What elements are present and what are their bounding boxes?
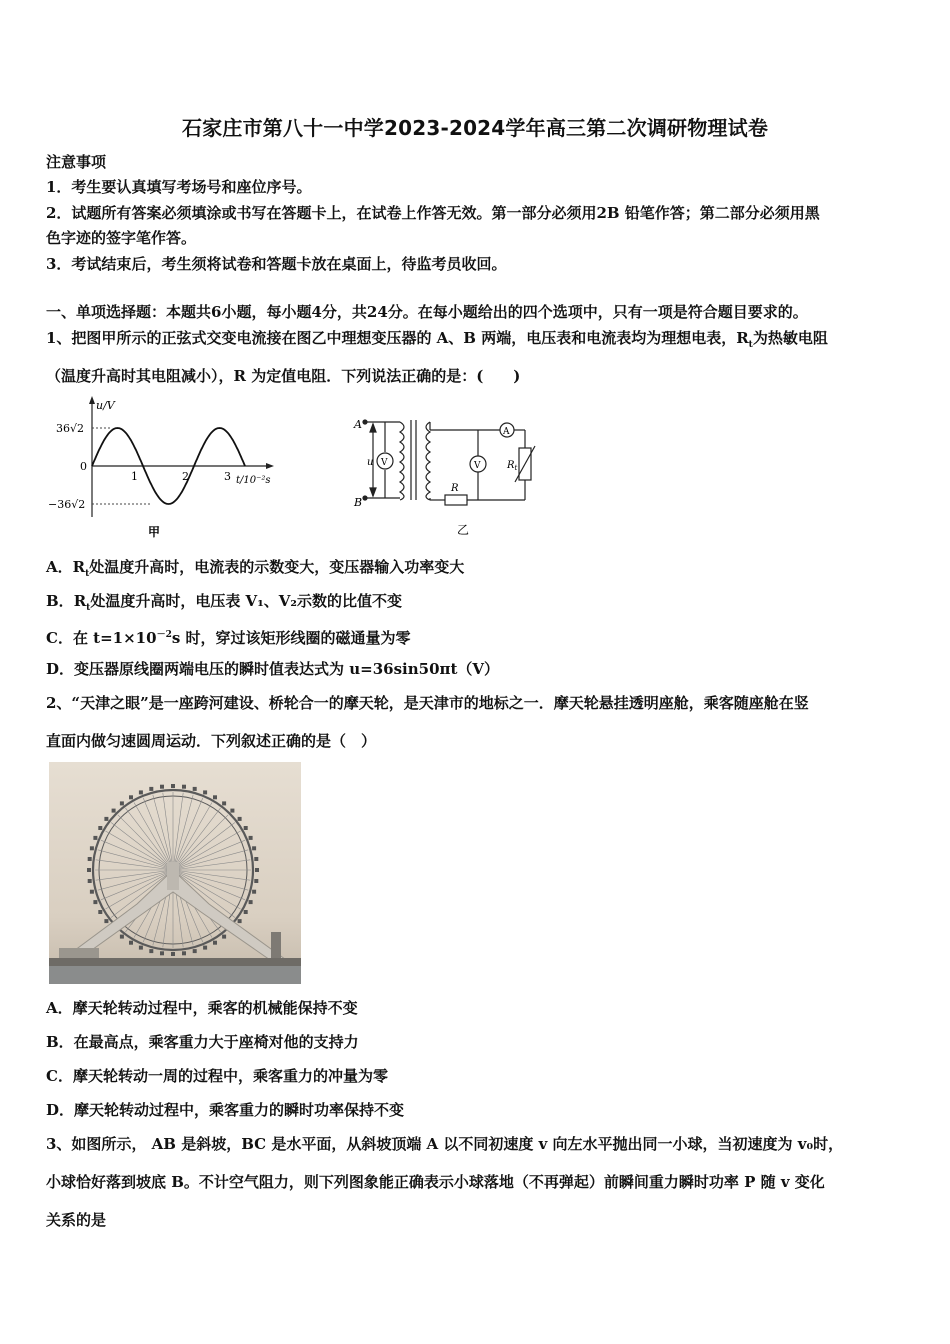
- wheel-cabin: [249, 836, 253, 840]
- wheel-cabin: [182, 951, 186, 955]
- wheel-cabin: [252, 846, 256, 850]
- wheel-cabin: [171, 952, 175, 956]
- q1-circuit-diagram: [345, 410, 545, 540]
- wheel-cabin: [213, 941, 217, 945]
- q1-option-b-text: 处温度升高时，电压表 V₁、V₂示数的比值不变: [90, 592, 402, 610]
- q1-option-a-text: 处温度升高时，电流表的示数变大，变压器输入功率变大: [89, 558, 465, 576]
- graph-y-min-label: −36√2: [48, 498, 86, 511]
- wheel-cabin: [244, 826, 248, 830]
- graph-x-tick-3: 3: [224, 470, 231, 483]
- notice-item-3: 3．考试结束后，考生须将试卷和答题卡放在桌面上，待监考员收回。: [46, 255, 507, 273]
- page-title: 石家庄市第八十一中学2023-2024学年高三第二次调研物理试卷: [181, 116, 769, 140]
- wheel-cabin: [254, 879, 258, 883]
- q1-option-a-letter: A．: [46, 558, 73, 576]
- wheel-cabin: [193, 787, 197, 791]
- q1-stem-text: 1、把图甲所示的正弦式交变电流接在图乙中理想变压器的 A、B 两端，电压表和电流表均为理想电表，R: [46, 329, 749, 347]
- circuit-voltmeter-1: V: [381, 458, 388, 468]
- wheel-cabin: [244, 910, 248, 914]
- q1-stem-sub: t: [748, 340, 753, 350]
- wheel-cabin: [149, 787, 153, 791]
- wheel-cabin: [238, 817, 242, 821]
- circuit-label-rt: [506, 460, 518, 472]
- circuit-label-r: R: [451, 483, 459, 494]
- q1-stem-line2: （温度升高时其电阻减小），R 为定值电阻．下列说法正确的是：( ): [46, 367, 521, 385]
- graph-x-tick-1: 1: [131, 470, 138, 483]
- q1-option-b-sub: t: [86, 603, 91, 613]
- wheel-cabin: [193, 949, 197, 953]
- q1-option-c-pre: 在 t=1×10: [72, 629, 157, 647]
- wheel-cabin: [120, 801, 124, 805]
- graph-x-tick-2: 2: [182, 470, 189, 483]
- q1-stem-line1: [46, 328, 828, 355]
- wheel-cabin: [90, 890, 94, 894]
- wheel-cabin: [104, 919, 108, 923]
- graph-caption: 甲: [148, 525, 161, 539]
- q2-option-a: A．摩天轮转动过程中，乘客的机械能保持不变: [46, 999, 358, 1017]
- wheel-cabin: [252, 890, 256, 894]
- q3-stem-line1: 3、如图所示， AB 是斜坡，BC 是水平面，从斜坡顶端 A 以不同初速度 v 向左水平抛出同一小球，当初速度为 v₀时，: [46, 1135, 844, 1153]
- wheel-cabin: [213, 795, 217, 799]
- wheel-cabin: [149, 949, 153, 953]
- wheel-cabin: [87, 868, 91, 872]
- q2-option-c: C．摩天轮转动一周的过程中，乘客重力的冲量为零: [46, 1067, 388, 1085]
- notice-item-2-cont: 色字迹的签字笔作答。: [46, 229, 197, 247]
- q1-option-d: [46, 659, 499, 679]
- graph-origin-label: 0: [80, 460, 87, 473]
- q1-option-b-pre: R: [73, 592, 87, 610]
- wheel-cabin: [254, 857, 258, 861]
- graph-x-label: t/10⁻²s: [236, 475, 271, 486]
- wheel-cabin: [139, 790, 143, 794]
- q1-option-c: [46, 625, 411, 648]
- wheel-cabin: [160, 785, 164, 789]
- q2-option-d: D．摩天轮转动过程中，乘客重力的瞬时功率保持不变: [46, 1101, 405, 1119]
- graph-y-max-label: 36√2: [56, 422, 85, 435]
- q1-option-a-pre: R: [72, 558, 86, 576]
- wheel-cabin: [249, 900, 253, 904]
- wheel-cabin: [129, 941, 133, 945]
- circuit-label-a: A: [354, 418, 362, 431]
- wheel-cabin: [222, 935, 226, 939]
- circuit-voltmeter-2: V: [474, 461, 481, 471]
- wheel-cabin: [139, 946, 143, 950]
- wheel-cabin: [88, 879, 92, 883]
- section-1-heading: 一、单项选择题：本题共6小题，每小题4分，共24分。在每小题给出的四个选项中，只有一项是符合题目要求的。: [46, 303, 808, 321]
- wheel-cabin: [93, 836, 97, 840]
- wheel-cabin: [238, 919, 242, 923]
- q1-option-a: [46, 557, 464, 584]
- q1-option-a-sub: t: [85, 569, 90, 579]
- wheel-cabin: [90, 846, 94, 850]
- notice-item-2: 2．试题所有答案必须填涂或书写在答题卡上，在试卷上作答无效。第一部分必须用2B 铅笔作答；第二部分必须用黑: [46, 204, 820, 222]
- q3-stem-line3: 关系的是: [46, 1211, 107, 1229]
- graph-y-arrow: [89, 396, 95, 404]
- wheel-cabin: [93, 900, 97, 904]
- wheel-cabin: [160, 951, 164, 955]
- q1-option-c-text: s 时，穿过该矩形线圈的磁通量为零: [171, 629, 411, 647]
- notice-item-1: 1．考生要认真填写考场号和座位序号。: [46, 178, 312, 196]
- q2-stem-line1: 2、“天津之眼”是一座跨河建设、桥轮合一的摩天轮，是天津市的地标之一．摩天轮悬挂透明座舱，乘客随座舱在竖: [46, 694, 809, 712]
- graph-x-arrow: [266, 463, 274, 469]
- circuit-label-rt-sub: t: [514, 464, 518, 472]
- wheel-cabin: [171, 784, 175, 788]
- wheel-cabin: [129, 795, 133, 799]
- wheel-cabin: [98, 910, 102, 914]
- q2-option-b: B．在最高点，乘客重力大于座椅对他的支持力: [46, 1033, 359, 1051]
- circuit-ammeter: A: [503, 427, 510, 437]
- wheel-cabin: [104, 817, 108, 821]
- wheel-cabin: [222, 801, 226, 805]
- wheel-cabin: [98, 826, 102, 830]
- wheel-cabin: [88, 857, 92, 861]
- q1-option-b: [46, 591, 402, 618]
- q1-sine-graph: [40, 392, 290, 542]
- q1-option-c-sup: －2: [156, 630, 172, 640]
- circuit-caption: 乙: [457, 523, 470, 537]
- wheel-cabin: [182, 785, 186, 789]
- q2-stem-line2: 直面内做匀速圆周运动．下列叙述正确的是（ ）: [46, 732, 377, 750]
- circuit-label-b: B: [354, 496, 363, 509]
- circuit-label-u: u: [367, 457, 374, 468]
- q1-option-d-text: 变压器原线圈两端电压的瞬时值表达式为 u=36sin50πt（V）: [74, 660, 500, 678]
- wheel-cabin: [230, 809, 234, 813]
- q2-ferris-wheel-photo: [49, 762, 301, 984]
- wheel-cabin: [255, 868, 259, 872]
- wheel-cabin: [203, 946, 207, 950]
- q1-option-b-letter: B．: [46, 592, 74, 610]
- q1-option-c-letter: C．: [46, 629, 73, 647]
- wheel-cabin: [112, 809, 116, 813]
- q3-stem-line2: 小球恰好落到坡底 B。不计空气阻力，则下列图象能正确表示小球落地（不再弹起）前瞬间重力瞬时功率 P 随 v 变化: [46, 1173, 825, 1191]
- circuit-label-rt-main: R: [507, 460, 515, 471]
- q1-option-d-letter: D．: [46, 660, 75, 678]
- notice-heading: 注意事项: [46, 153, 107, 171]
- wheel-cabin: [203, 790, 207, 794]
- graph-y-label: u/V: [96, 399, 115, 412]
- wheel-cabin: [120, 935, 124, 939]
- q1-stem-tail: 为热敏电阻: [752, 329, 828, 347]
